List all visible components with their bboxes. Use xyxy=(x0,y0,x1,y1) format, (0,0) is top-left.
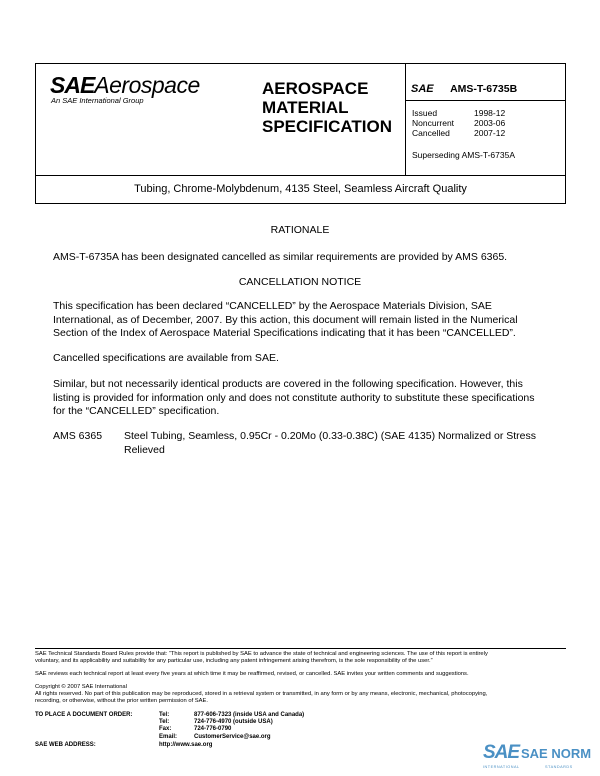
watermark-standards-text: STANDARDS xyxy=(545,765,573,769)
web-label: SAE WEB ADDRESS: xyxy=(35,742,96,748)
spec-title xyxy=(262,79,392,136)
declaration-line-2: International, as of December, 2007. By this action, this document will remain listed in the Numerical xyxy=(53,313,518,326)
rights-line-1: All rights reserved. No part of this publication may be reproduced, stored in a retrieval system or transmitted, in any form or by any means, electronic, mechanical, photocopying, xyxy=(35,691,488,697)
contact-row xyxy=(159,726,304,733)
fax-value: 724-776-0790 xyxy=(194,726,232,733)
watermark-intl-text: INTERNATIONAL xyxy=(483,765,520,769)
email-value[interactable]: CustomerService@sae.org xyxy=(194,733,271,740)
issued-label: Issued xyxy=(412,108,438,118)
header-divider xyxy=(405,63,406,176)
reference-desc-line-1: Steel Tubing, Seamless, 0.95Cr - 0.20Mo (0.33-0.38C) (SAE 4135) Normalized or Stress xyxy=(124,430,537,442)
similar-line-1: Similar, but not necessarily identical products are covered in the following specification. However, this xyxy=(53,378,523,390)
status-dates xyxy=(412,108,505,138)
tel2-value[interactable]: 724-776-4970 (outside USA) xyxy=(194,719,273,726)
rights-text xyxy=(35,691,487,705)
doc-sae-logo: SAE xyxy=(411,83,434,95)
sae-aerospace-logo xyxy=(50,72,200,99)
cancelled-row xyxy=(412,128,505,138)
logo-sae-text: SAE xyxy=(50,72,95,98)
tel2-label: Tel: xyxy=(159,719,170,726)
cancelled-label: Cancelled xyxy=(412,128,450,138)
sae-norm-watermark xyxy=(483,742,595,774)
watermark-norm-text: SAE NORM xyxy=(521,746,592,761)
doc-number-block xyxy=(411,79,517,97)
board-rules-line-1: SAE Technical Standards Board Rules provide that: “This report is published by SAE to advance the state of technical and engineering sciences. The use of this report is entirely xyxy=(35,651,488,657)
doc-number: AMS-T-6735B xyxy=(450,83,518,95)
tel-value[interactable]: 877-606-7323 (inside USA and Canada) xyxy=(194,712,305,718)
title-line-1: AEROSPACE xyxy=(262,79,369,98)
copyright-text: Copyright © 2007 SAE International xyxy=(35,684,127,690)
issued-value: 1998-12 xyxy=(474,108,506,118)
contact-row xyxy=(159,712,304,719)
order-label: TO PLACE A DOCUMENT ORDER: xyxy=(35,712,133,718)
contact-row xyxy=(159,734,304,741)
order-contacts xyxy=(159,712,304,741)
doc-number-divider xyxy=(405,100,566,101)
declaration-line-1: This specification has been declared “CANCELLED” by the Aerospace Materials Division, SAE xyxy=(53,300,492,312)
title-line-2: MATERIAL xyxy=(262,98,349,117)
noncurrent-label: Noncurrent xyxy=(412,118,455,128)
title-line-3: SPECIFICATION xyxy=(262,117,393,136)
board-rules-line-2: voluntary, and its applicability and suitability for any particular use, including any patent infringement arising therefrom, is the sole responsibility of the user.” xyxy=(35,658,433,664)
noncurrent-row xyxy=(412,118,505,128)
rights-line-2: recording, or otherwise, without the prior written permission of SAE. xyxy=(35,698,209,704)
cancellation-heading: CANCELLATION NOTICE xyxy=(238,276,362,288)
similar-products-paragraph xyxy=(53,378,535,419)
subject-title: Tubing, Chrome-Molybdenum, 4135 Steel, Seamless Aircraft Quality xyxy=(134,183,467,195)
email-label: Email: xyxy=(159,733,178,740)
similar-line-2: listing is provided for information only and does not constitute authority to substitute these specifications xyxy=(53,391,535,404)
issued-row xyxy=(412,108,505,118)
logo-subtitle: An SAE International Group xyxy=(51,96,144,105)
watermark-sae-logo: SAE xyxy=(483,742,520,763)
review-text: SAE reviews each technical report at least every five years at which time it may be reaffirmed, revised, or cancelled. SAE invites your written comments and suggestions. xyxy=(35,671,469,677)
contact-row xyxy=(159,719,304,726)
rationale-text: AMS-T-6735A has been designated cancelled as similar requirements are provided by AMS 6365. xyxy=(53,251,508,263)
reference-spec-code: AMS 6365 xyxy=(53,430,103,442)
superseding-text: Superseding AMS-T-6735A xyxy=(412,150,516,160)
footer-rule xyxy=(35,648,566,649)
cancelled-value: 2007-12 xyxy=(474,128,506,138)
declaration-paragraph xyxy=(53,300,518,341)
web-address-link[interactable]: http://www.sae.org xyxy=(159,742,213,748)
availability-paragraph: Cancelled specifications are available from SAE. xyxy=(53,352,279,364)
fax-label: Fax: xyxy=(159,726,172,733)
tel-label: Tel: xyxy=(159,712,170,718)
reference-spec-description xyxy=(124,430,536,457)
board-rules-text xyxy=(35,651,488,665)
noncurrent-value: 2003-06 xyxy=(474,118,506,128)
rationale-heading: RATIONALE xyxy=(270,224,330,236)
similar-line-3: for the “CANCELLED” specification. xyxy=(53,405,220,417)
reference-desc-line-2: Relieved xyxy=(124,443,165,456)
declaration-line-3: Section of the Index of Aerospace Material Specifications indicating that it has been “CANCELLED”. xyxy=(53,327,516,339)
logo-aerospace-text: Aerospace xyxy=(94,72,200,98)
